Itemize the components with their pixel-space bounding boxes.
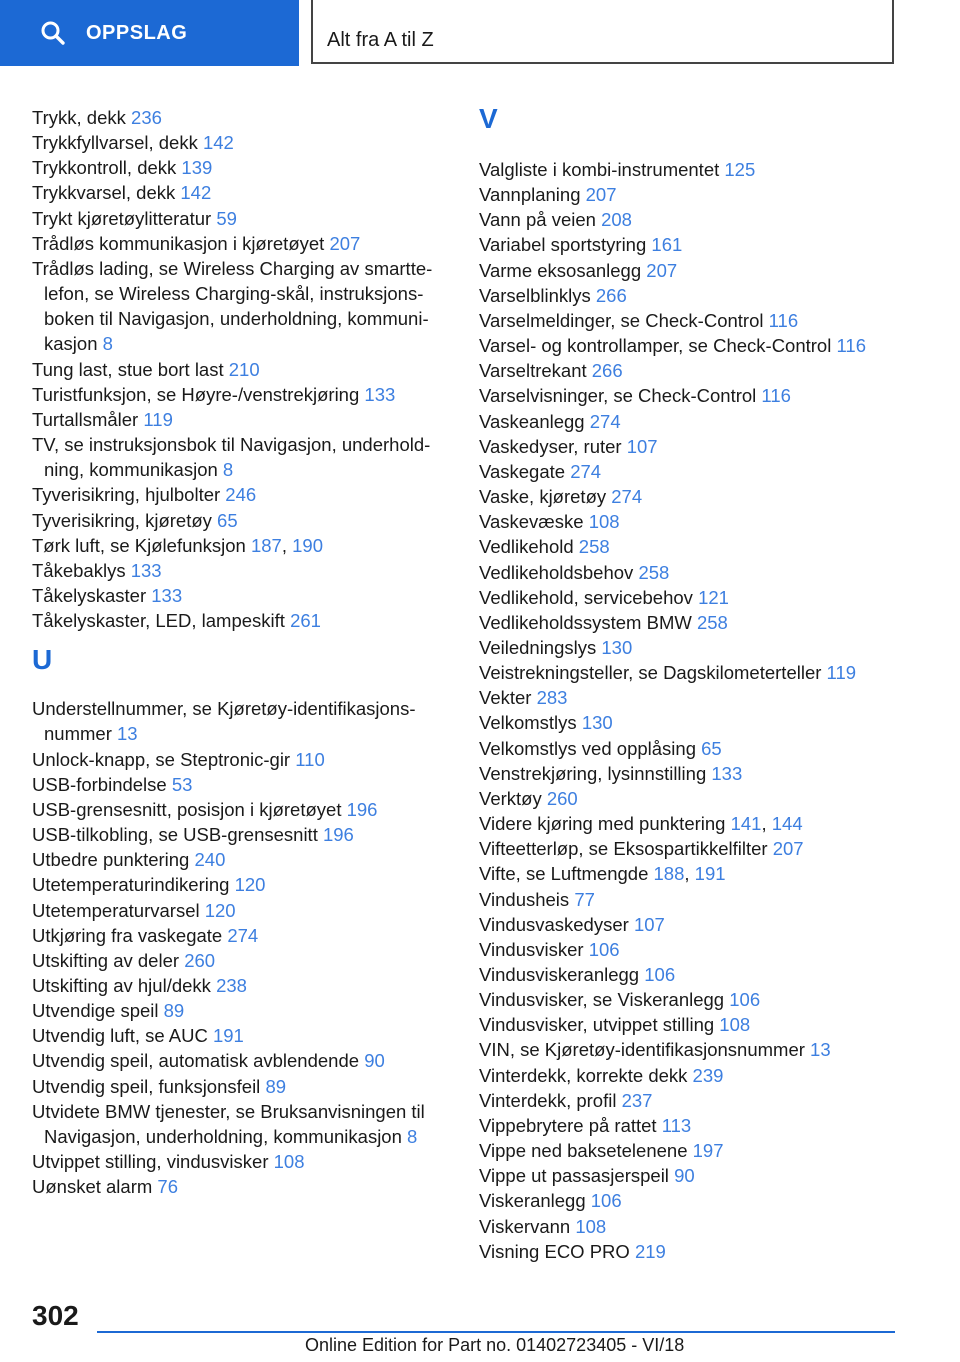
index-entry	[479, 1188, 919, 1213]
index-entry-text: Velkomstlys ved opplåsing	[479, 737, 702, 759]
index-entry-text: Varselblinklys	[479, 284, 596, 306]
index-entry	[32, 797, 452, 822]
footer-divider	[97, 1331, 895, 1333]
index-entry-text: Utskifting av deler	[32, 949, 185, 971]
page-link[interactable]: 236	[131, 107, 162, 128]
index-entry-text: Tørk luft, se Kjølefunksjon	[32, 534, 251, 556]
index-entry	[32, 1174, 452, 1199]
index-entry-text: Videre kjøring med punktering	[479, 813, 731, 835]
page-link[interactable]: 207	[646, 259, 678, 281]
index-entry-text: Verktøy	[479, 787, 547, 809]
index-entry	[479, 736, 919, 761]
index-entry	[479, 836, 919, 861]
index-entry-text: Vaskegate	[479, 460, 571, 482]
index-entry	[32, 822, 452, 847]
index-entry	[32, 508, 452, 533]
index-entry	[32, 130, 452, 155]
page-link[interactable]: 274	[611, 486, 643, 508]
index-entry	[32, 872, 452, 897]
index-entry-text: Trådløs lading, se Wireless Charging av smarttelefon, se Wireless Charging-skål, instruksjonsboken til Navigasjon, underholdning, kommunikasjon	[32, 257, 433, 355]
index-entry-text: Vaskeanlegg	[479, 410, 590, 432]
index-entry-text: Utetemperaturindikering	[32, 874, 235, 896]
search-icon	[40, 20, 66, 46]
index-entry	[479, 1088, 919, 1113]
index-entry-text: Utvendig speil, automatisk avblendende	[32, 1050, 365, 1072]
index-entry-text: Varseltrekant	[479, 360, 592, 382]
page-link[interactable]: 106	[729, 989, 761, 1011]
index-entry-text: Velkomstlys	[479, 712, 582, 734]
index-entry	[32, 558, 452, 583]
index-entry	[479, 937, 919, 962]
index-entry-text: Varselvisninger, se Check-Control	[479, 385, 762, 407]
index-entry-text: Vindusheis	[479, 888, 575, 910]
index-entry-text: Varselmeldinger, se Check-Control	[479, 309, 769, 331]
page-link[interactable]: 240	[194, 849, 226, 871]
index-entry	[32, 973, 452, 998]
page-link[interactable]: 77	[574, 888, 595, 910]
index-entry	[479, 610, 919, 635]
index-entry-text: Vippe ut passasjerspeil	[479, 1165, 675, 1187]
index-column-left	[32, 105, 452, 1199]
index-entry-text: Utbedre punktering	[32, 849, 195, 871]
index-entry	[32, 382, 452, 407]
page-link[interactable]: 142	[180, 182, 212, 204]
index-entry-text: Vaskevæske	[479, 511, 589, 533]
index-entry-text: Viskervann	[479, 1215, 576, 1237]
page-header	[0, 0, 960, 66]
page-link[interactable]: 266	[595, 284, 627, 306]
page-link[interactable]: 116	[836, 335, 866, 357]
index-entry-text: Utvidete BMW tjenester, se Bruksanvisningen til Navigasjon, underholdning, kommunikasjon	[32, 1100, 425, 1147]
index-entry	[479, 660, 919, 685]
page-link[interactable]: 237	[621, 1089, 653, 1111]
index-entry	[32, 608, 452, 633]
page-link[interactable]: 106	[590, 1190, 622, 1212]
page-link[interactable]: 76	[157, 1176, 178, 1198]
index-entry	[32, 105, 452, 130]
index-entry-text: Vann på veien	[479, 209, 602, 231]
index-entry	[479, 685, 919, 710]
index-entry	[32, 482, 452, 507]
page-link[interactable]: 119	[826, 662, 857, 684]
page-link[interactable]: 207	[329, 232, 361, 254]
page-link[interactable]: 246	[225, 484, 257, 506]
index-entry-text: Trykk, dekk	[32, 107, 132, 128]
index-entry	[479, 912, 919, 937]
index-entry-text: Vaske, kjøretøy	[479, 486, 612, 508]
page-link[interactable]: 120	[234, 874, 266, 896]
index-entry	[32, 998, 452, 1023]
oppslag-tab-label: OPPSLAG	[86, 21, 188, 44]
index-entry	[479, 887, 919, 912]
page-link[interactable]: 107	[626, 435, 658, 457]
index-entry-text: Trykkvarsel, dekk	[32, 182, 181, 204]
page-link[interactable]: 133	[130, 559, 162, 581]
index-entry	[479, 157, 919, 182]
index-entry	[32, 206, 452, 231]
index-entry-text: Utvendig speil, funksjonsfeil	[32, 1075, 266, 1097]
index-entry: Vifte, se Luftmengde 188, 191	[479, 863, 726, 885]
page-link[interactable]: 8	[102, 333, 113, 355]
page-link[interactable]: 90	[364, 1050, 385, 1072]
index-entry	[479, 1037, 919, 1062]
index-entry	[32, 407, 452, 432]
oppslag-tab[interactable]	[0, 0, 299, 66]
index-entry	[479, 283, 919, 308]
page-link[interactable]: 59	[216, 207, 237, 229]
page-link[interactable]: 133	[151, 584, 183, 606]
index-entry	[479, 635, 919, 660]
page-link[interactable]: 108	[273, 1151, 305, 1173]
page-link[interactable]: 258	[638, 561, 670, 583]
index-entry	[479, 710, 919, 735]
index-entry	[32, 1074, 452, 1099]
page-link[interactable]: 219	[634, 1240, 666, 1262]
index-entry-text: Trykt kjøretøylitteratur	[32, 207, 217, 229]
page-link[interactable]: 190	[292, 534, 324, 556]
index-entry: Videre kjøring med punktering 141, 144	[479, 813, 803, 835]
index-entry	[32, 583, 452, 608]
edition-text: Online Edition for Part no. 01402723405 - VI/18	[305, 1335, 685, 1355]
index-entry-text: Variabel sportstyring	[479, 234, 652, 256]
index-entry	[479, 434, 919, 459]
page-link[interactable]: 207	[772, 838, 804, 860]
index-entry	[479, 509, 919, 534]
index-entry	[479, 232, 919, 257]
index-entry-text: Trykkontroll, dekk	[32, 157, 182, 179]
page-link[interactable]: 121	[698, 586, 729, 608]
index-entry	[32, 1023, 452, 1048]
index-entry-text: Tyverisikring, hjulbolter	[32, 484, 226, 506]
index-entry	[479, 761, 919, 786]
page-number: 302	[32, 1300, 79, 1331]
page-link[interactable]: 266	[591, 360, 623, 382]
index-entry	[479, 962, 919, 987]
index-entry-text: Turistfunksjon, se Høyre-/venstrekjøring	[32, 383, 365, 405]
page-link[interactable]: 65	[217, 509, 238, 531]
index-entry	[32, 923, 452, 948]
page-link[interactable]: 133	[364, 383, 396, 405]
index-entry	[479, 333, 919, 358]
page-link[interactable]: 89	[265, 1075, 287, 1097]
page-link[interactable]: 116	[761, 385, 791, 407]
index-entry	[479, 534, 919, 559]
index-entry-text: Valgliste i kombi-instrumentet	[479, 159, 725, 180]
page-link[interactable]: 107	[633, 913, 665, 935]
index-entry	[32, 948, 452, 973]
page-link[interactable]: 260	[546, 787, 578, 809]
page-link[interactable]: 125	[724, 159, 756, 180]
index-entry	[479, 258, 919, 283]
page-link[interactable]: 274	[227, 924, 259, 946]
section-title: Alt fra A til Z	[327, 29, 434, 51]
index-entry-text: USB-forbindelse	[32, 773, 172, 795]
index-entry-text: Utetemperaturvarsel	[32, 899, 205, 921]
index-entry-text: Vedlikeholdssystem BMW	[479, 611, 697, 633]
page-link[interactable]: 187	[250, 534, 282, 556]
index-entry-text: Vippe ned baksetelenene	[479, 1140, 693, 1162]
page-link[interactable]: 258	[696, 611, 728, 633]
page-link[interactable]: 113	[661, 1114, 692, 1136]
index-entry-text: Trykkfyllvarsel, dekk	[32, 132, 203, 154]
index-entry-text: Utkjøring fra vaskegate	[32, 924, 228, 946]
index-entry	[32, 898, 452, 923]
page-link[interactable]: 108	[575, 1215, 607, 1237]
index-entry	[32, 155, 452, 180]
page-link[interactable]: 89	[163, 1000, 185, 1022]
index-entry	[32, 847, 452, 872]
page-link[interactable]: 119	[143, 408, 173, 430]
page-link[interactable]: 208	[601, 209, 632, 231]
index-entry	[479, 358, 919, 383]
page-link[interactable]: 161	[651, 234, 683, 256]
index-entry	[479, 1214, 919, 1239]
page-link[interactable]: 196	[322, 824, 354, 846]
index-entry-text: Tåkelyskaster, LED, lampeskift	[32, 610, 291, 632]
index-entry	[32, 1048, 452, 1073]
index-entry-text: Varme eksosanlegg	[479, 259, 647, 281]
page-link[interactable]: 139	[181, 157, 213, 179]
index-entry-text: Vinterdekk, korrekte dekk	[479, 1064, 693, 1086]
page-link[interactable]: 210	[228, 358, 260, 380]
index-entry-text: Vedlikehold, servicebehov	[479, 586, 699, 608]
page-link[interactable]: 142	[202, 132, 234, 154]
page-link[interactable]: 207	[585, 184, 617, 206]
index-entry-text: TV, se instruksjonsbok til Navigasjon, underholdning, kommunikasjon	[32, 434, 431, 481]
index-entry	[32, 1099, 452, 1149]
index-entry	[479, 585, 919, 610]
index-entry	[479, 560, 919, 585]
index-entry-text: USB-grensesnitt, posisjon i kjøretøyet	[32, 798, 347, 820]
index-entry	[479, 182, 919, 207]
page-link[interactable]: 197	[692, 1140, 724, 1162]
index-entry-text: Utskifting av hjul/dekk	[32, 975, 217, 996]
index-entry	[479, 207, 919, 232]
page-link[interactable]: 120	[204, 899, 236, 921]
index-entry-text: Vindusvisker, se Viskeranlegg	[479, 989, 730, 1011]
index-entry	[479, 1163, 919, 1188]
page-link[interactable]: 130	[581, 712, 613, 734]
index-entry-text: Vannplaning	[479, 184, 586, 206]
index-entry	[479, 1113, 919, 1138]
page-link[interactable]: 144	[771, 813, 803, 835]
page-link[interactable]: 133	[711, 762, 743, 784]
index-entry	[479, 1138, 919, 1163]
page-link[interactable]: 108	[719, 1014, 751, 1036]
index-entry-text: USB-tilkobling, se USB-grensesnitt	[32, 824, 323, 846]
index-entry-text: Viskeranlegg	[479, 1190, 591, 1212]
index-entry-text: Vindusviskeranlegg	[479, 964, 645, 985]
index-entry	[32, 696, 452, 746]
index-entry-text: Vifte, se Luftmengde	[479, 863, 654, 885]
section-letter: U	[32, 644, 53, 676]
index-entry-text: Vekter	[479, 687, 537, 709]
index-entry	[479, 484, 919, 509]
page-link[interactable]: 239	[692, 1064, 724, 1086]
page-link[interactable]: 13	[810, 1039, 831, 1061]
index-entry-text: Venstrekjøring, lysinnstilling	[479, 762, 712, 784]
index-entry: Tørk luft, se Kjølefunksjon 187, 190	[32, 534, 324, 556]
page-link[interactable]: 53	[171, 773, 193, 795]
index-entry-text: Tyverisikring, kjøretøy	[32, 509, 218, 531]
index-entry-text: Tåkelyskaster	[32, 584, 152, 606]
index-entry-text: Vindusvisker	[479, 938, 589, 960]
index-entry-text: Veiledningslys	[479, 636, 602, 658]
index-entry-text: Utvendig luft, se AUC	[32, 1025, 213, 1047]
index-entry-text: Varsel- og kontrollamper, se Check-Control	[479, 335, 837, 357]
index-entry-text: Unlock-knapp, se Steptronic-gir	[32, 748, 296, 770]
index-entry	[479, 1012, 919, 1037]
page-link[interactable]: 116	[768, 309, 799, 331]
page-link[interactable]: 188	[653, 863, 685, 885]
page-link[interactable]: 65	[701, 737, 722, 759]
page-link[interactable]: 8	[407, 1125, 418, 1147]
index-entry	[479, 383, 919, 408]
index-column-right	[479, 105, 919, 1264]
page-link[interactable]: 191	[212, 1025, 244, 1047]
index-entry-text: VIN, se Kjøretøy-identifikasjonsnummer	[479, 1039, 811, 1061]
index-entry-text: Vedlikehold	[479, 536, 579, 558]
page-link[interactable]: 90	[674, 1165, 695, 1187]
index-entry	[32, 432, 452, 482]
index-entry	[32, 1149, 452, 1174]
index-entry-text: Vindusvaskedyser	[479, 913, 634, 935]
index-entry-text: Vinterdekk, profil	[479, 1089, 622, 1111]
index-entry	[32, 256, 452, 357]
page-link[interactable]: 108	[588, 511, 620, 533]
index-entry	[479, 786, 919, 811]
page-link[interactable]: 106	[644, 964, 676, 985]
index-entry-text: Turtallsmåler	[32, 408, 144, 430]
index-entry	[479, 308, 919, 333]
page-link[interactable]: 261	[290, 610, 321, 632]
page-link[interactable]: 274	[589, 410, 621, 432]
index-entry-text: Trådløs kommunikasjon i kjøretøyet	[32, 232, 330, 254]
index-entry-text: Visning ECO PRO	[479, 1240, 635, 1262]
index-entry-text: Tåkebaklys	[32, 559, 131, 581]
index-entry-text: Utvippet stilling, vindusvisker	[32, 1151, 274, 1173]
index-entry-text: Vedlikeholdsbehov	[479, 561, 639, 583]
index-entry-text: Vaskedyser, ruter	[479, 435, 627, 457]
index-entry	[32, 231, 452, 256]
index-entry-text: Understellnummer, se Kjøretøy-identifikasjonsnummer	[32, 698, 416, 745]
page-link[interactable]: 110	[295, 748, 325, 770]
page-link[interactable]: 258	[578, 536, 610, 558]
page-link[interactable]: 141	[730, 813, 762, 835]
index-entry	[479, 459, 919, 484]
index-entry-text: Uønsket alarm	[32, 1176, 158, 1198]
index-entry	[479, 1063, 919, 1088]
page-link[interactable]: 283	[536, 687, 568, 709]
page-link[interactable]: 238	[216, 975, 247, 996]
index-entry	[32, 180, 452, 205]
section-letter: V	[479, 103, 498, 134]
page-link[interactable]: 196	[346, 798, 378, 820]
section-title-tab	[311, 0, 894, 64]
index-entry	[32, 772, 452, 797]
index-entry-text: Vippebrytere på rattet	[479, 1114, 662, 1136]
index-entry-text: Utvendige speil	[32, 1000, 164, 1022]
index-entry	[479, 987, 919, 1012]
index-entry	[479, 409, 919, 434]
page-link[interactable]: 13	[117, 723, 138, 745]
page-link[interactable]: 130	[601, 636, 633, 658]
index-entry-text: Veistrekningsteller, se Dagskilometerteller	[479, 662, 827, 684]
page-link[interactable]: 260	[184, 949, 216, 971]
page-link[interactable]: 274	[570, 460, 602, 482]
index-entry-text: Vindusvisker, utvippet stilling	[479, 1014, 720, 1036]
index-entry	[32, 357, 452, 382]
page-link[interactable]: 106	[588, 938, 620, 960]
page-link[interactable]: 8	[222, 459, 234, 481]
page-link[interactable]: 191	[694, 863, 726, 885]
index-entry	[479, 1239, 919, 1264]
index-entry	[32, 747, 452, 772]
index-entry-text: Tung last, stue bort last	[32, 358, 229, 380]
index-entry-text: Vifteetterløp, se Eksospartikkelfilter	[479, 838, 773, 860]
